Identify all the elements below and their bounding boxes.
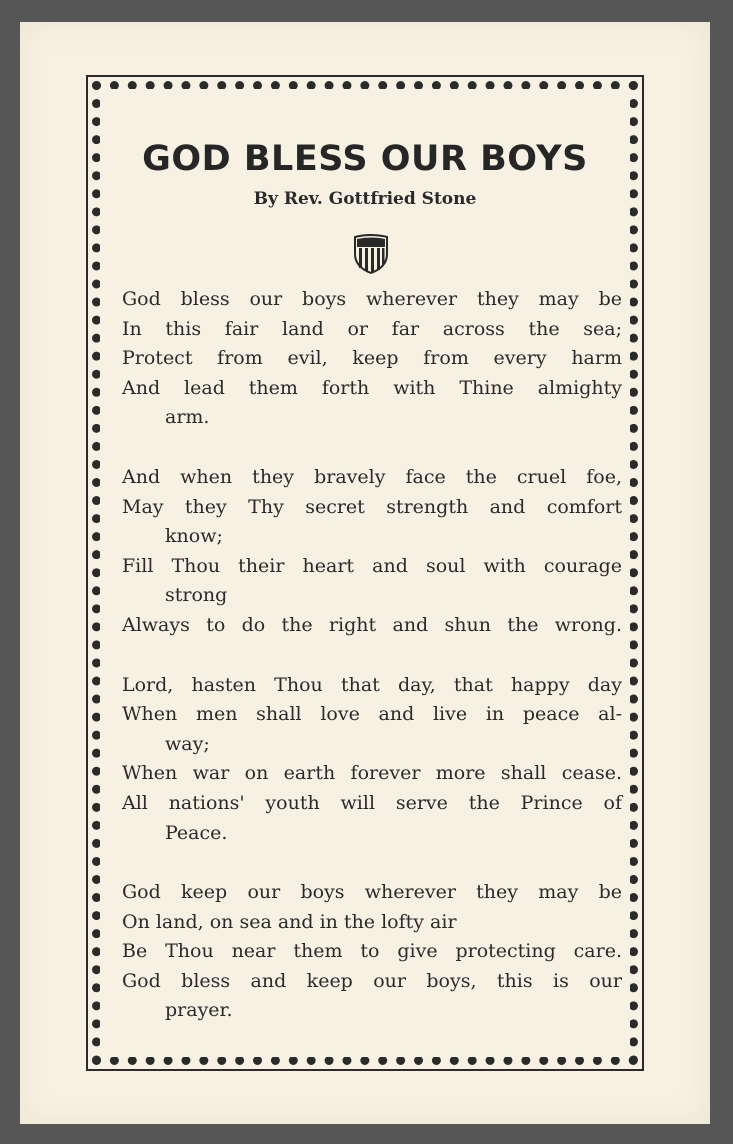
shield-icon — [353, 234, 389, 274]
stanza-2 — [122, 463, 622, 641]
poem-line: Protect from evil, keep from every harm — [122, 347, 622, 370]
poem-line: On land, on sea and in the lofty air — [122, 910, 457, 933]
poem-line: Fill Thou their heart and soul with courage — [122, 554, 622, 577]
poem-line: Always to do the right and shun the wrong. — [122, 613, 622, 636]
poem-line-continuation: arm. — [165, 406, 210, 429]
poem-line: God bless our boys wherever they may be — [122, 288, 622, 310]
stanza-1 — [122, 285, 622, 433]
poem-title: GOD BLESS OUR BOYS — [142, 139, 588, 179]
poem-line: Lord, hasten Thou that day, that happy day — [122, 673, 622, 696]
poem-line-continuation: strong — [165, 584, 228, 607]
poem-line: May they Thy secret strength and comfort — [122, 495, 622, 518]
poem-line: And when they bravely face the cruel foe, — [122, 465, 622, 488]
stanza-3 — [122, 671, 622, 849]
poem-line: When men shall love and live in peace al- — [122, 703, 622, 726]
poem-line: In this fair land or far across the sea; — [122, 317, 622, 340]
author-byline: By Rev. Gottfried Stone — [253, 189, 477, 209]
poem-line: And lead them forth with Thine almighty — [122, 376, 622, 399]
stanza-4 — [122, 878, 622, 1026]
poem-line-continuation: Peace. — [165, 821, 228, 844]
poem-line: God bless and keep our boys, this is our — [122, 969, 622, 992]
poem-line: When war on earth forever more shall cease. — [122, 762, 622, 785]
poem-line: All nations' youth will serve the Prince of — [122, 791, 622, 814]
poem-line-continuation: way; — [165, 732, 210, 755]
poem-line: God keep our boys wherever they may be — [122, 881, 622, 904]
poem-line-continuation: know; — [165, 525, 223, 548]
poem-line-continuation: prayer. — [165, 999, 233, 1022]
poem-body — [122, 285, 622, 1056]
poem-line: Be Thou near them to give protecting care. — [122, 940, 622, 963]
